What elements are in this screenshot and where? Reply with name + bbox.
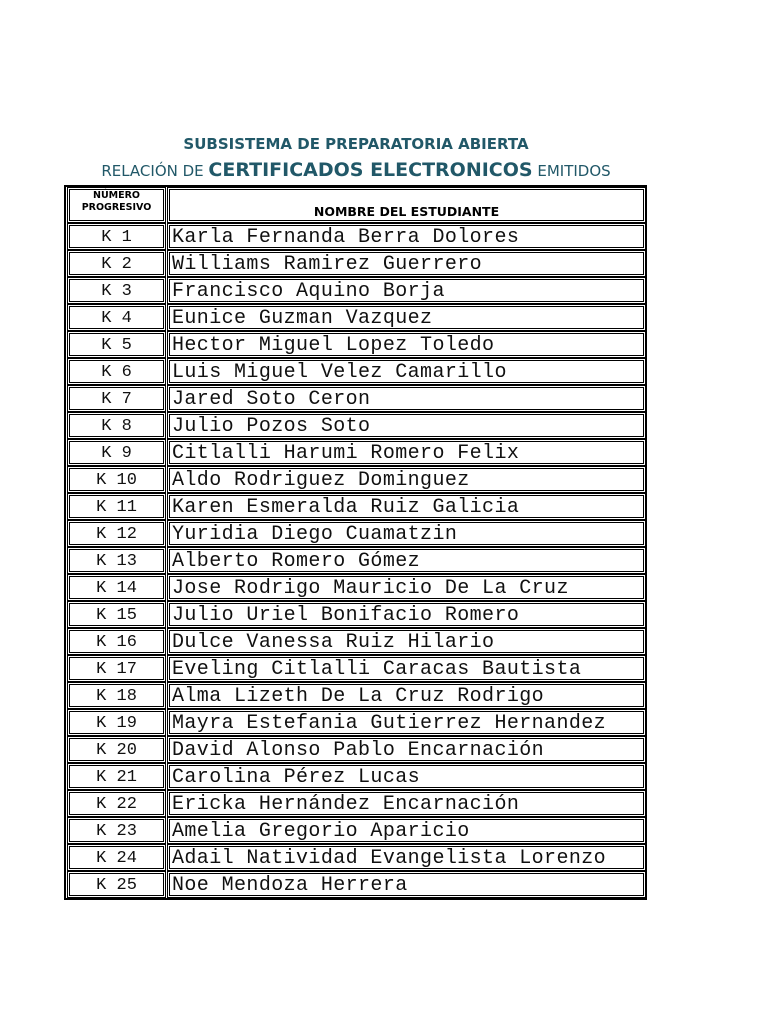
table-row	[66, 467, 645, 494]
student-name-cell	[169, 738, 644, 761]
progressive-number-cell	[69, 819, 164, 842]
progressive-number: K 25	[96, 876, 137, 895]
progressive-number: K 9	[101, 444, 132, 463]
student-name: Noe Mendoza Herrera	[172, 874, 408, 897]
progressive-number-cell	[69, 414, 164, 437]
student-name: Jose Rodrigo Mauricio De La Cruz	[172, 577, 569, 600]
table-row	[66, 251, 645, 278]
document-title	[0, 132, 712, 183]
student-name-cell	[169, 576, 644, 599]
progressive-number-cell	[69, 387, 164, 410]
table-row	[66, 278, 645, 305]
table-row	[66, 764, 645, 791]
table-row	[66, 845, 645, 872]
progressive-number: K 21	[96, 768, 137, 787]
student-name-cell	[169, 414, 644, 437]
progressive-number: K 3	[101, 282, 132, 301]
progressive-number: K 15	[96, 606, 137, 625]
student-name: Mayra Estefania Gutierrez Hernandez	[172, 712, 607, 735]
student-name: Dulce Vanessa Ruiz Hilario	[172, 631, 495, 654]
title-relation	[0, 158, 712, 183]
title-relation-suffix: EMITIDOS	[532, 162, 611, 180]
progressive-number: K 11	[96, 498, 137, 517]
student-name: Aldo Rodriguez Dominguez	[172, 469, 470, 492]
student-name-cell	[169, 360, 644, 383]
progressive-number: K 4	[101, 309, 132, 328]
progressive-number: K 13	[96, 552, 137, 571]
student-name: Carolina Pérez Lucas	[172, 766, 421, 789]
progressive-number-cell	[69, 495, 164, 518]
progressive-number-cell	[69, 468, 164, 491]
title-relation-emphasis: CERTIFICADOS ELECTRONICOS	[208, 159, 533, 181]
student-name-cell	[169, 684, 644, 707]
student-name: Adail Natividad Evangelista Lorenzo	[172, 847, 607, 870]
header-progressive-number	[69, 189, 164, 221]
header-num-line2: PROGRESIVO	[81, 202, 152, 213]
table-row	[66, 332, 645, 359]
progressive-number-cell	[69, 630, 164, 653]
progressive-number-cell	[69, 576, 164, 599]
table-row	[66, 305, 645, 332]
progressive-number-cell	[69, 657, 164, 680]
progressive-number-cell	[69, 360, 164, 383]
header-student-name: NOMBRE DEL ESTUDIANTE	[169, 189, 644, 221]
progressive-number-cell	[69, 792, 164, 815]
progressive-number: K 7	[101, 390, 132, 409]
progressive-number-cell	[69, 333, 164, 356]
student-name-cell	[169, 333, 644, 356]
header-num-line1: NÚMERO	[93, 190, 140, 201]
table-row	[66, 656, 645, 683]
progressive-number: K 20	[96, 741, 137, 760]
student-name: Yuridia Diego Cuamatzin	[172, 523, 458, 546]
table-row	[66, 386, 645, 413]
progressive-number-cell	[69, 522, 164, 545]
progressive-number-cell	[69, 684, 164, 707]
progressive-number: K 1	[101, 228, 132, 247]
table-row	[66, 440, 645, 467]
student-name-cell	[169, 468, 644, 491]
table-row	[66, 629, 645, 656]
student-name-cell	[169, 225, 644, 248]
table-row	[66, 872, 645, 899]
progressive-number-cell	[69, 873, 164, 896]
progressive-number: K 22	[96, 795, 137, 814]
progressive-number: K 2	[101, 255, 132, 274]
student-name: Luis Miguel Velez Camarillo	[172, 361, 507, 384]
table-row	[66, 224, 645, 251]
progressive-number: K 23	[96, 822, 137, 841]
student-name-cell	[169, 846, 644, 869]
progressive-number-cell	[69, 306, 164, 329]
progressive-number-cell	[69, 765, 164, 788]
student-name-cell	[169, 630, 644, 653]
student-name-cell	[169, 495, 644, 518]
student-name: Ericka Hernández Encarnación	[172, 793, 520, 816]
progressive-number-cell	[69, 846, 164, 869]
progressive-number-cell	[69, 549, 164, 572]
student-name-cell	[169, 792, 644, 815]
certificates-table	[64, 185, 647, 900]
student-name: Hector Miguel Lopez Toledo	[172, 334, 495, 357]
table-row	[66, 683, 645, 710]
student-name: Eunice Guzman Vazquez	[172, 307, 433, 330]
student-name: Julio Pozos Soto	[172, 415, 371, 438]
student-name-cell	[169, 819, 644, 842]
student-name-cell	[169, 657, 644, 680]
student-name: Citlalli Harumi Romero Felix	[172, 442, 520, 465]
progressive-number-cell	[69, 738, 164, 761]
student-name-cell	[169, 441, 644, 464]
student-name: Williams Ramirez Guerrero	[172, 253, 483, 276]
progressive-number: K 17	[96, 660, 137, 679]
progressive-number: K 24	[96, 849, 137, 868]
student-name: Francisco Aquino Borja	[172, 280, 445, 303]
student-name-cell	[169, 252, 644, 275]
table-row	[66, 791, 645, 818]
progressive-number-cell	[69, 711, 164, 734]
progressive-number-cell	[69, 441, 164, 464]
table-row	[66, 575, 645, 602]
progressive-number: K 5	[101, 336, 132, 355]
student-name: Karen Esmeralda Ruiz Galicia	[172, 496, 520, 519]
student-name: Alberto Romero Gómez	[172, 550, 421, 573]
student-name-cell	[169, 711, 644, 734]
title-relation-prefix: RELACIÓN DE	[101, 162, 209, 180]
progressive-number: K 16	[96, 633, 137, 652]
table-row	[66, 413, 645, 440]
student-name: Alma Lizeth De La Cruz Rodrigo	[172, 685, 545, 708]
student-name-cell	[169, 765, 644, 788]
student-name-cell	[169, 603, 644, 626]
student-name: Karla Fernanda Berra Dolores	[172, 226, 520, 249]
student-name-cell	[169, 387, 644, 410]
table-row	[66, 494, 645, 521]
progressive-number-cell	[69, 252, 164, 275]
student-name-cell	[169, 873, 644, 896]
progressive-number: K 10	[96, 471, 137, 490]
progressive-number-cell	[69, 279, 164, 302]
progressive-number: K 14	[96, 579, 137, 598]
table-row	[66, 602, 645, 629]
student-name: Eveling Citlalli Caracas Bautista	[172, 658, 582, 681]
table-row	[66, 737, 645, 764]
table-row	[66, 548, 645, 575]
progressive-number: K 12	[96, 525, 137, 544]
student-name-cell	[169, 549, 644, 572]
student-name-cell	[169, 522, 644, 545]
progressive-number: K 8	[101, 417, 132, 436]
table-row	[66, 818, 645, 845]
progressive-number: K 6	[101, 363, 132, 382]
table-header-row	[66, 188, 645, 224]
student-name-cell	[169, 306, 644, 329]
student-name: Amelia Gregorio Aparicio	[172, 820, 470, 843]
student-name-cell	[169, 279, 644, 302]
table-row	[66, 710, 645, 737]
title-subsystem: SUBSISTEMA DE PREPARATORIA ABIERTA	[183, 135, 529, 153]
student-name: David Alonso Pablo Encarnación	[172, 739, 545, 762]
progressive-number: K 18	[96, 687, 137, 706]
progressive-number-cell	[69, 225, 164, 248]
table-row	[66, 521, 645, 548]
progressive-number-cell	[69, 603, 164, 626]
progressive-number: K 19	[96, 714, 137, 733]
student-name: Julio Uriel Bonifacio Romero	[172, 604, 520, 627]
table-row	[66, 359, 645, 386]
student-name: Jared Soto Ceron	[172, 388, 371, 411]
